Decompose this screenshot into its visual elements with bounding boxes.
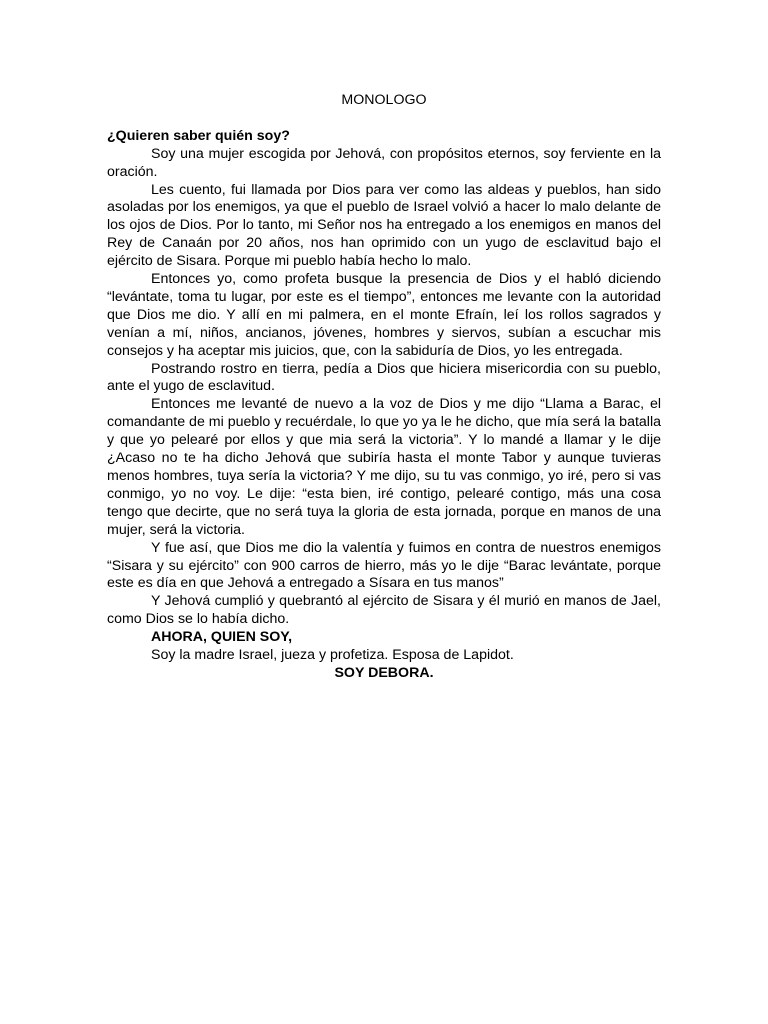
document-page [107,92,661,683]
paragraph-4: Postrando rostro en tierra, pedía a Dios que hiciera misericordia con su pueblo, ante el yugo de esclavitud. [107,360,661,395]
paragraph-6: Y fue así, que Dios me dio la valentía y fuimos en contra de nuestros enemigos “Sisara y su ejército” con 900 carros de hierro, más yo le dije “Barac levántate, porque este es día en que Jehová a entregado a Sísara en tus manos” [107,539,661,592]
paragraph-5: Entonces me levanté de nuevo a la voz de Dios y me dijo “Llama a Barac, el comandante de mi pueblo y recuérdale, lo que yo ya le he dicho, que mía será la batalla y que yo pelearé por ellos y que mia será la victoria”. Y lo mandé a llamar y le dije ¿Acaso no te ha dicho Jehová que subiría hasta el monte Tabor y aunque tuvieras menos hombres, tuya sería la victoria? Y me dijo, su tu vas conmigo, yo iré, pero si vas conmigo, yo no voy. Le dije: “esta bien, iré contigo, pelearé contigo, más una cosa tengo que decirte, que no será tuya la gloria de esta jornada, porque en manos de una mujer, será la victoria. [107,396,661,538]
opening-question: ¿Quieren saber quién soy? [107,127,290,144]
paragraph-2: Les cuento, fui llamada por Dios para ver como las aldeas y pueblos, han sido asoladas por los enemigos, ya que el pueblo de Israel volvió a hacer lo malo delante de los ojos de Dios. Por lo tanto, mi Señor nos ha entregado a los enemigos en manos del Rey de Canaán por 20 años, nos han oprimido con un yugo de esclavitud bajo el ejército de Sisara. Porque mi pueblo había hecho lo malo. [107,181,661,270]
paragraph-3: Entonces yo, como profeta busque la presencia de Dios y el habló diciendo “levántate, toma tu lugar, por este es el tiempo”, entonces me levante con la autoridad que Dios me dio. Y allí en mi palmera, en el monte Efraín, leí los rollos sagrados y venían a mí, niños, ancianos, jóvenes, hombres y siervos, subían a escuchar mis consejos y ha aceptar mis juicios, que, con la sabiduría de Dios, yo les entregada. [107,271,661,359]
closing-line: Soy la madre Israel, jueza y profetiza. Esposa de Lapidot. [151,647,514,664]
paragraph-1: Soy una mujer escogida por Jehová, con propósitos eternos, soy ferviente en la oración. [107,145,661,180]
signature: SOY DEBORA. [334,664,434,681]
document-title: MONOLOGO [341,92,427,108]
closing-question: AHORA, QUIEN SOY, [151,629,293,646]
paragraph-7: Y Jehová cumplió y quebrantó al ejército de Sisara y él murió en manos de Jael, como Dios se lo había dicho. [107,593,661,628]
